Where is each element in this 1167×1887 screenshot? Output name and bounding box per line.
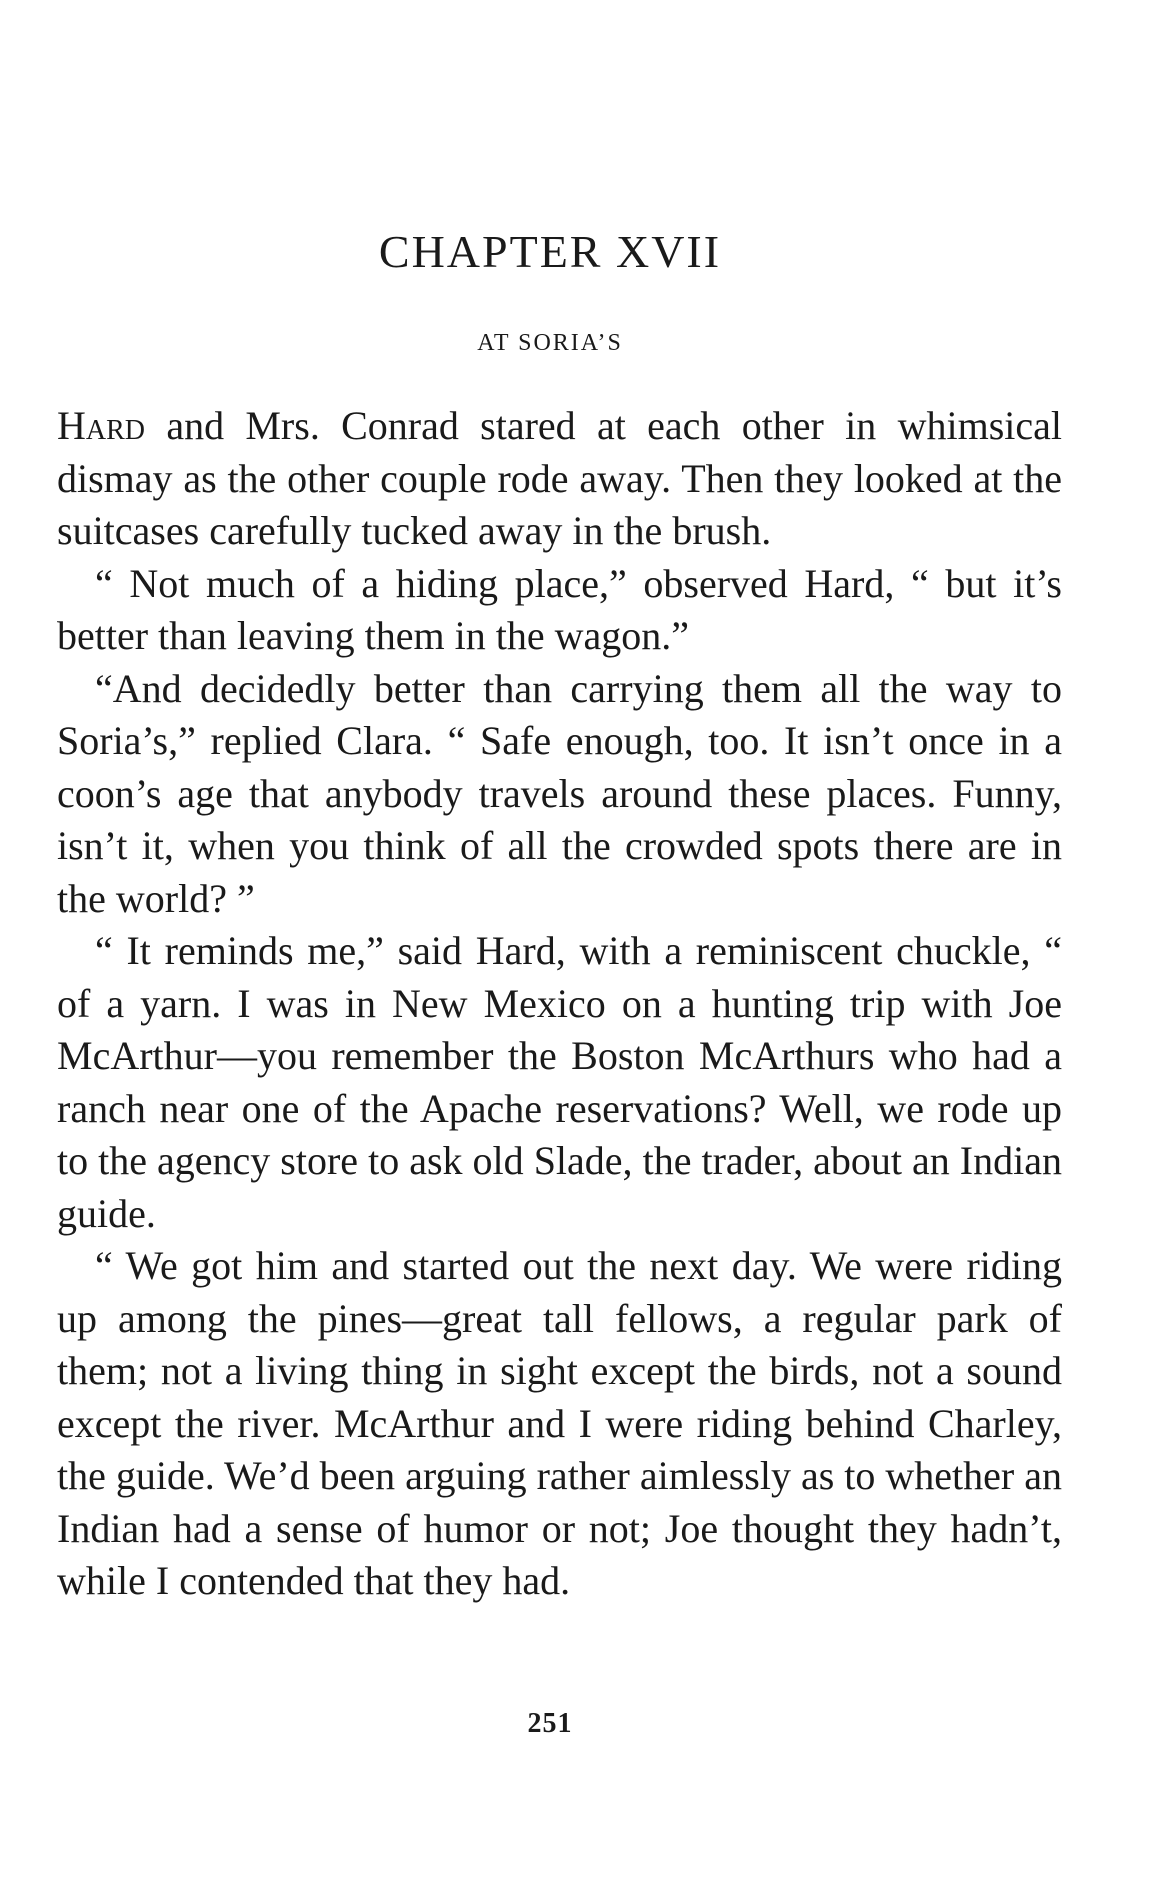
chapter-subtitle: AT SORIA’S — [477, 330, 623, 356]
page-number: 251 — [527, 1708, 573, 1739]
paragraph-text: and Mrs. Conrad stared at each other in whimsical dismay as the other couple rode away. Then they looked at the suitcases carefully tucked away in the brush. — [57, 403, 1062, 553]
paragraph — [57, 400, 1062, 558]
paragraph: “ We got him and started out the next day. We were riding up among the pines—great tall fellows, a regular park of them; not a living thing in sight except the birds, not a sound except the river. McArthur and I were riding behind Charley, the guide. We’d been arguing rather aimlessly as to whether an Indian had a sense of humor or not; Joe thought they hadn’t, while I contended that they had. — [57, 1243, 1062, 1603]
paragraph-lead-word: Hard — [57, 403, 146, 448]
paragraph: “And decidedly better than carrying them all the way to Soria’s,” replied Clara. “ Safe enough, too. It isn’t once in a coon’s age that anybody travels around these places. Funny, isn’t it, when you think of all the crowded spots there are in the world? ” — [57, 665, 1062, 921]
body-text — [57, 400, 1062, 1608]
paragraph: “ It reminds me,” said Hard, with a reminiscent chuckle, “ of a yarn. I was in New Mexico on a hunting trip with Joe McArthur—you remember the Boston McArthurs who had a ranch near one of the Apache reservations? Well, we rode up to the agency store to ask old Slade, the trader, about an Indian guide. — [57, 928, 1062, 1236]
paragraph: “ Not much of a hiding place,” observed Hard, “ but it’s better than leaving them in the wagon.” — [57, 560, 1062, 658]
chapter-title: CHAPTER XVII — [378, 226, 722, 277]
